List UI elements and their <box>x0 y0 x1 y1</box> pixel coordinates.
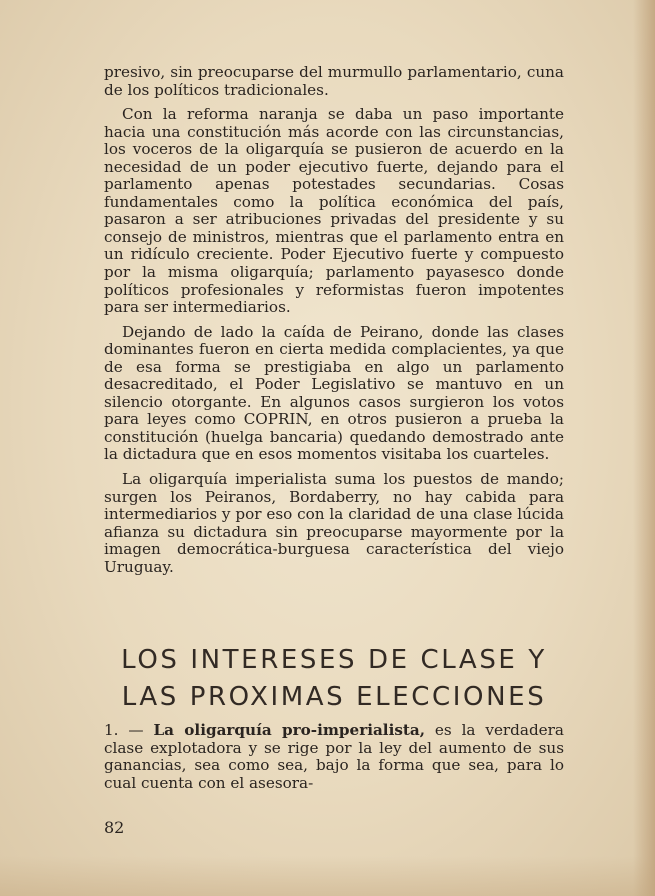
section-heading <box>104 642 564 716</box>
page-edge-shadow <box>633 0 655 896</box>
paragraph-continuation: presivo, sin preocuparse del murmullo parlamentario, cuna de los políticos tradicionales. <box>104 63 564 99</box>
paragraph-oligarquia: La oligarquía imperialista suma los puestos de mando; surgen los Peiranos, Bordaberry, no hay cabida para intermediarios y por eso con la claridad de una clase lúcida afianza su dictadura sin preocuparse mayormente por la imagen democrática-burguesa característica del viejo Uruguay. <box>104 470 564 576</box>
item-number: 1. — <box>104 721 154 739</box>
heading-line-2: LAS PROXIMAS ELECCIONES <box>121 682 547 712</box>
item-bold-lead: La oligarquía pro-imperialista, <box>153 721 426 739</box>
item-text: es la verdadera clase explotadora y se rige por la ley del aumento de sus ganancias, sea como sea, bajo la forma que sea, para lo cual cuenta con el asesora- <box>104 721 564 792</box>
numbered-paragraph <box>104 722 564 792</box>
body-text <box>104 64 564 583</box>
paragraph-peirano: Dejando de lado la caída de Peirano, donde las clases dominantes fueron en cierta medida complacientes, ya que de esa forma se prestigiaba en algo un parlamento desacreditado, el Poder Legislativo se mantuvo en un silencio otorgante. En algunos casos surgieron los votos para leyes como COPRIN, en otros pusieron a prueba la constitución (huelga bancaria) quedando demostrado ante la dictadura que en esos momentos visitaba los cuarteles. <box>104 322 564 464</box>
page-bottom-shadow <box>0 856 655 896</box>
paragraph-reforma-naranja: Con la reforma naranja se daba un paso importante hacia una constitución más acorde con las circunstancias, los voceros de la oligarquía se pusieron de acuerdo en la necesidad de un poder ejecutivo fuerte, dejando para el parlamento apenas potestades secundarias. Cosas fundamentales como la política económica del país, pasaron a ser atribuciones privadas del presidente y su consejo de ministros, mientras que el parlamento entra en un ridículo creciente. Poder Ejecutivo fuerte y compuesto por la misma oligarquía; parlamento payasesco donde políticos profesionales y reformistas fueron impotentes para ser intermediarios. <box>104 105 564 317</box>
numbered-section-1 <box>104 722 564 792</box>
page-number: 82 <box>104 818 125 837</box>
heading-line-1: LOS INTERESES DE CLASE Y <box>121 645 547 675</box>
